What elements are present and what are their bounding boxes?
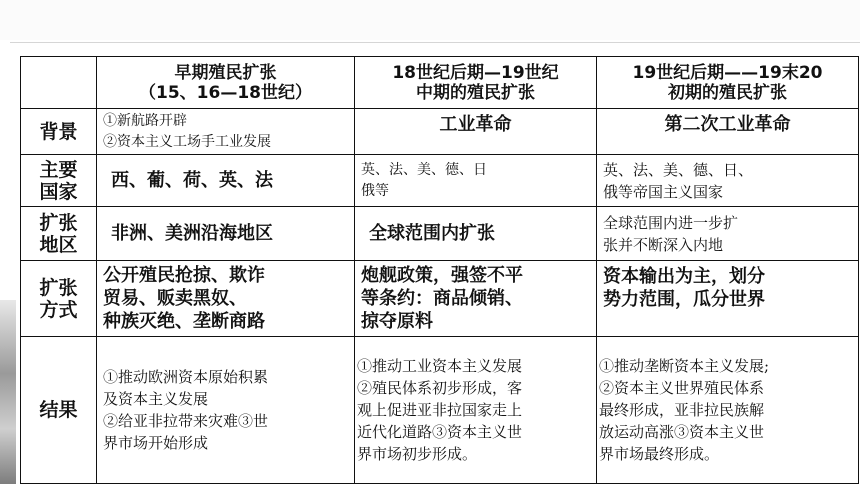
- label-line: 地区: [39, 233, 78, 256]
- row-main-countries: [21, 155, 859, 207]
- header-late-line1: 19世纪后期——19末20: [632, 62, 823, 83]
- header-row: [21, 57, 859, 109]
- slide-top-band: [0, 0, 860, 40]
- cell-background-late: [597, 109, 859, 155]
- cell-line: 界市场开始形成: [103, 434, 209, 452]
- label-line: 国家: [39, 180, 78, 203]
- colonial-expansion-table: [20, 56, 859, 484]
- cell-line: 观上促进亚非拉国家走上: [357, 401, 523, 419]
- cell-line: 贸易、贩卖黑奴、: [103, 288, 247, 309]
- cell-line: 界市场初步形成。: [357, 445, 478, 463]
- cell-line: 掠夺原料: [361, 311, 433, 332]
- cell-line: 资本输出为主，划分: [603, 266, 765, 287]
- cell-line: 势力范围，瓜分世界: [603, 289, 765, 310]
- slide-left-decoration: [0, 300, 16, 484]
- cell-line: ②给亚非拉带来灾难③世: [103, 412, 269, 430]
- cell-background-mid: [355, 109, 597, 155]
- cell-line: 种族灭绝、垄断商路: [103, 311, 265, 332]
- row-label-result: 结果: [21, 337, 97, 484]
- header-early-line1: 早期殖民扩张: [174, 62, 277, 83]
- cell-countries-early: [97, 155, 355, 207]
- cell-method-late: [597, 261, 859, 337]
- cell-background-early: [97, 109, 355, 155]
- cell-line: 炮舰政策，强签不平: [361, 265, 523, 286]
- header-early-expansion: [97, 57, 355, 109]
- cell-line: 非洲、美洲沿海地区: [111, 223, 273, 244]
- cell-line: ②殖民体系初步形成，客: [357, 379, 523, 397]
- cell-result-mid: [355, 337, 597, 484]
- slide-divider: [10, 42, 860, 43]
- header-early-line2: （15、16—18世纪）: [139, 82, 312, 103]
- header-late-expansion: [597, 57, 859, 109]
- header-mid-expansion: [355, 57, 597, 109]
- cell-line: 工业革命: [439, 114, 512, 135]
- cell-line: 俄等: [361, 182, 389, 199]
- cell-line: 等条约：商品倾销、: [361, 288, 523, 309]
- row-label-expansion-region: [21, 207, 97, 261]
- cell-line: ①推动欧洲资本原始积累: [103, 368, 269, 386]
- cell-line: 英、法、美、德、日、: [603, 160, 754, 179]
- label-line: 扩张: [39, 211, 78, 234]
- label-line: 主要: [39, 158, 78, 181]
- cell-line: 西、葡、荷、英、法: [111, 170, 273, 191]
- header-mid-line2: 中期的殖民扩张: [416, 82, 535, 103]
- row-background: [21, 109, 859, 155]
- row-label-main-countries: [21, 155, 97, 207]
- cell-result-late: [597, 337, 859, 484]
- cell-method-early: [97, 261, 355, 337]
- row-label-expansion-method: [21, 261, 97, 337]
- cell-line: 放运动高涨③资本主义世: [599, 423, 765, 441]
- cell-line: 俄等帝国主义国家: [603, 182, 724, 201]
- cell-line: 最终形成，亚非拉民族解: [599, 401, 765, 419]
- row-label-background: 背景: [21, 109, 97, 155]
- cell-line: 张并不断深入内地: [603, 235, 724, 254]
- cell-line: ①推动工业资本主义发展: [357, 357, 523, 375]
- header-corner-cell: [21, 57, 97, 109]
- row-expansion-method: [21, 261, 859, 337]
- header-mid-line1: 18世纪后期—19世纪: [392, 62, 559, 83]
- cell-line: 及资本主义发展: [103, 390, 209, 408]
- cell-countries-mid: [355, 155, 597, 207]
- cell-region-late: [597, 207, 859, 261]
- cell-region-early: [97, 207, 355, 261]
- cell-line: ②资本主义工场手工业发展: [103, 133, 271, 150]
- cell-line: 英、法、美、德、日: [361, 161, 487, 178]
- cell-line: ①推动垄断资本主义发展;: [599, 357, 770, 375]
- cell-region-mid: [355, 207, 597, 261]
- header-late-line2: 初期的殖民扩张: [668, 82, 787, 103]
- cell-line: ①新航路开辟: [103, 112, 187, 129]
- cell-line: 全球范围内进一步扩: [603, 213, 739, 232]
- label-line: 扩张: [39, 276, 78, 299]
- cell-line: 第二次工业革命: [664, 114, 791, 135]
- cell-line: 公开殖民抢掠、欺诈: [103, 265, 265, 286]
- cell-line: ②资本主义世界殖民体系: [599, 379, 765, 397]
- cell-line: 界市场最终形成。: [599, 445, 720, 463]
- cell-result-early: [97, 337, 355, 484]
- row-expansion-region: [21, 207, 859, 261]
- cell-countries-late: [597, 155, 859, 207]
- label-line: 方式: [39, 298, 78, 321]
- cell-method-mid: [355, 261, 597, 337]
- row-result: [21, 337, 859, 484]
- cell-line: 全球范围内扩张: [369, 223, 495, 244]
- cell-line: 近代化道路③资本主义世: [357, 423, 523, 441]
